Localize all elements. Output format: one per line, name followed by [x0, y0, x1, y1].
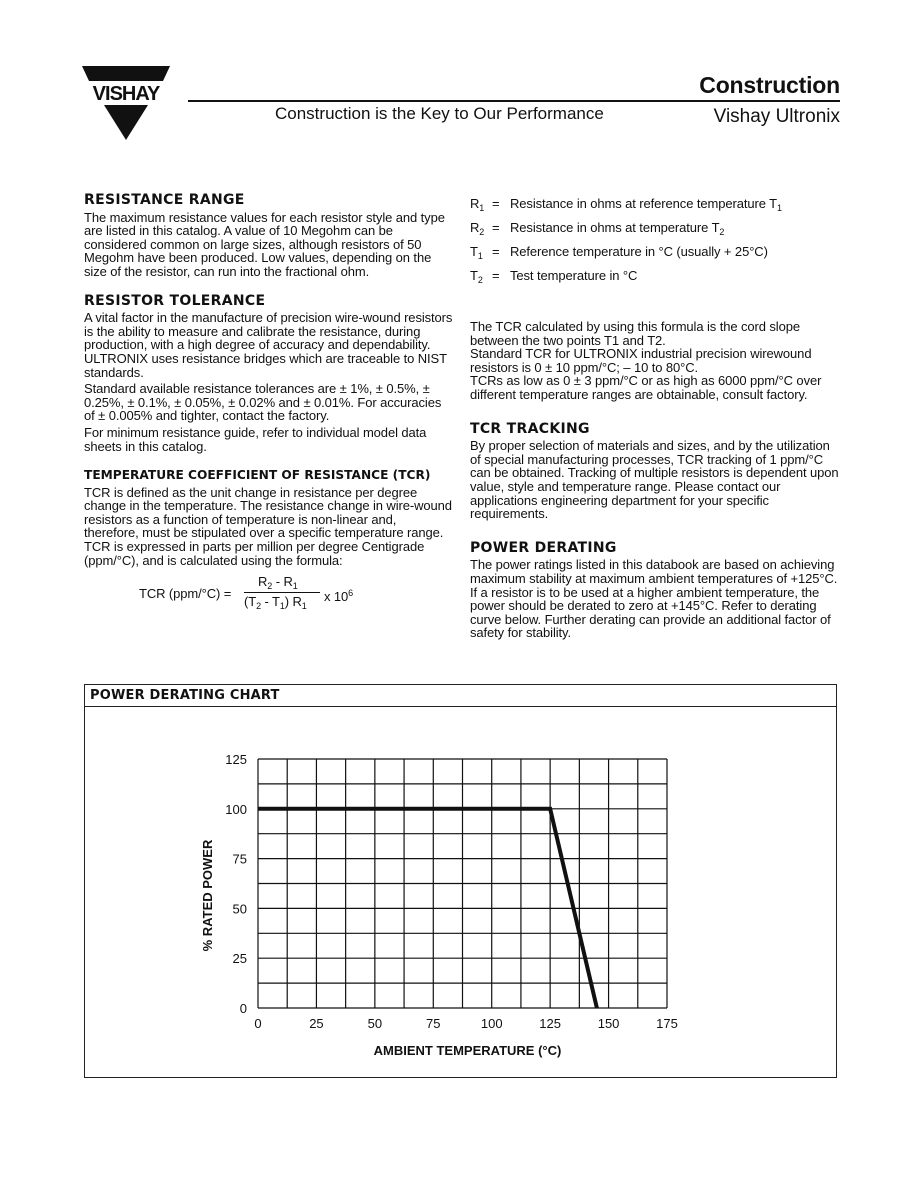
right-column [470, 194, 842, 640]
y-tick-label: 100 [225, 801, 247, 817]
definition-row: $T_1$ = Reference temperature in °C (usually + 25°C) [470, 244, 768, 261]
header-rule [188, 100, 840, 102]
formula-multiplier: x $10^6$ [324, 588, 354, 605]
resistor-tolerance-p1: A vital factor in the manufacture of precision wire-wound resistors is the ability to measure and calibrate the resistance, during production, with a high degree of accuracy and dependability. ULTRONIX uses resistance bridges which are traceable to NIST standards. [84, 310, 453, 380]
definition-row: $T_2$ = Test temperature in °C [470, 268, 638, 285]
power-derating-chart [84, 707, 837, 1077]
x-tick-label: 25 [309, 1016, 324, 1031]
power-derating-body: The power ratings listed in this databook are based on achieving maximum stability at maximum ambient temperatures of +125°C. If a resistor is to be used at a higher ambient temperature, the power should be derated to zero at +145°C. Refer to derating curve below. Further derating can provide an additional factor of safety for stability. [470, 557, 838, 641]
y-tick-label: 0 [239, 1001, 247, 1016]
left-column [84, 194, 454, 615]
tcr-tracking-heading: TCR TRACKING [470, 420, 590, 437]
logo-text: VISHAY [92, 83, 160, 105]
fraction-bar [244, 592, 320, 593]
y-tick-label: 25 [232, 951, 247, 967]
x-tick-label: 175 [656, 1016, 678, 1031]
resistance-range-heading: RESISTANCE RANGE [84, 192, 245, 208]
tcr-formula [84, 575, 454, 615]
tcr-note-2: Standard TCR for ULTRONIX industrial precision wirewound resistors is 0 ± 10 ppm/°C; – 10 to 80°C. [470, 346, 812, 375]
definition-row: $R_2$ = Resistance in ohms at temperature $T_2$ [470, 220, 725, 237]
y-tick-label: 125 [225, 752, 247, 767]
x-tick-label: 0 [254, 1016, 262, 1031]
x-tick-label: 50 [367, 1016, 383, 1031]
y-axis-label: % RATED POWER [200, 839, 215, 952]
resistor-tolerance-p2: Standard available resistance tolerances are ± 1%, ± 0.5%, ± 0.25%, ± 0.1%, ± 0.05%, ± 0.02% and ± 0.01%. For accuracies of ± 0.005% and tighter, contact the factory. [84, 381, 442, 424]
formula-lhs: TCR (ppm/°C) = [139, 586, 232, 602]
vishay-logo [82, 66, 172, 144]
x-tick-label: 125 [539, 1016, 561, 1031]
formula-numerator: $R_2 - R_1$ [258, 574, 298, 592]
x-tick-label: 150 [597, 1016, 620, 1031]
tcr-tracking-body: By proper selection of materials and sizes, and by the utilization of special manufacturing processes, TCR tracking of 1 ppm/°C can be obtained. Tracking of multiple resistors is dependent upon value, style and temperature range. Please contact our applications engineering department for your specific requirements. [470, 438, 839, 522]
y-tick-label: 75 [232, 851, 247, 867]
x-axis-label: AMBIENT TEMPERATURE (°C) [373, 1043, 562, 1058]
company-name: Vishay Ultronix [713, 106, 840, 127]
tcr-note-3: TCRs as low as 0 ± 3 ppm/°C or as high as 6000 ppm/°C over different temperature ranges are obtainable, consult factory. [470, 373, 822, 402]
tcr-heading: TEMPERATURE COEFFICIENT OF RESISTANCE (TCR) [84, 468, 431, 483]
tcr-body: TCR is defined as the unit change in resistance per degree change in the temperature. The resistance change in wire-wound resistors as a function of temperature is non-linear and, therefore, must be stipulated over a specific temperature range. TCR is expressed in parts per million per degree Centigrade (ppm/°C), and is calculated using the formula: [84, 484, 452, 568]
formula-denominator: $(T_2 - T_1)$ $R_1$ [244, 594, 307, 612]
definition-row: $R_1$ = Resistance in ohms at reference temperature $T_1$ [470, 196, 782, 213]
tcr-note-1: The TCR calculated by using this formula is the cord slope between the two points T1 and T2. [470, 319, 800, 348]
tagline: Construction is the Key to Our Performance [275, 104, 604, 123]
chart-title: POWER DERATING CHART [90, 688, 280, 703]
resistor-tolerance-p3: For minimum resistance guide, refer to individual model data sheets in this catalog. [84, 424, 427, 454]
resistance-range-body: The maximum resistance values for each resistor style and type are listed in this catalog. A value of 10 Megohm can be considered common on large sizes, although resistors of 50 Megohm have been produced. Low values, depending on the size of the resistor, can run into the fractional ohm. [84, 209, 445, 279]
x-tick-label: 100 [480, 1016, 503, 1031]
y-tick-label: 50 [232, 901, 247, 917]
resistor-tolerance-heading: RESISTOR TOLERANCE [84, 292, 266, 309]
x-tick-label: 75 [426, 1016, 441, 1031]
power-derating-heading: POWER DERATING [470, 539, 617, 556]
page-title: Construction [699, 72, 840, 98]
symbol-definitions [470, 194, 842, 290]
